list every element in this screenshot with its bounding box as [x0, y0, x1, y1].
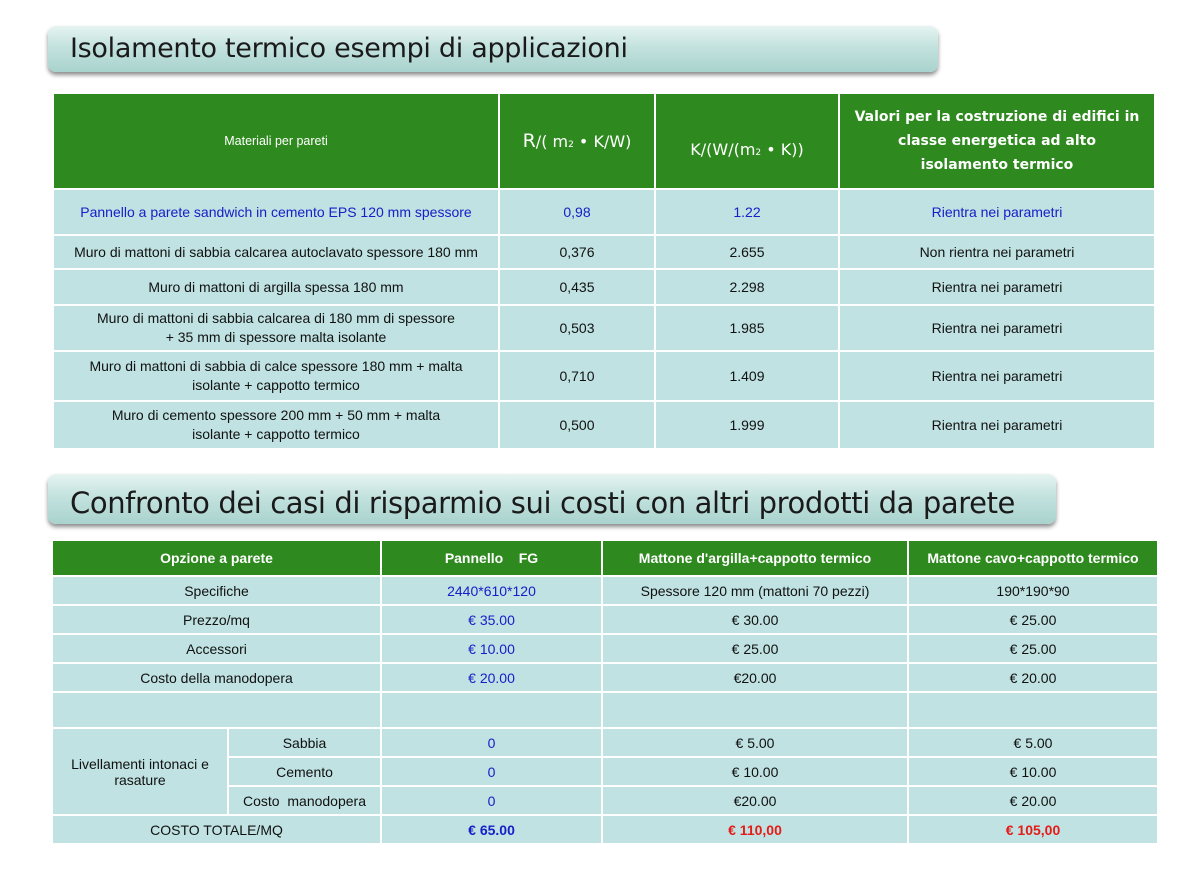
clay-cell: € 30.00: [603, 606, 907, 633]
empty-cell: [909, 693, 1157, 727]
k-symbol: K: [690, 139, 701, 159]
result-cell: Rientra nei parametri: [840, 306, 1154, 350]
panel-cell: 0: [382, 729, 601, 756]
k-cell: 1.999: [656, 402, 838, 448]
panel-cell: 0: [382, 787, 601, 814]
hollow-cell: € 20.00: [909, 787, 1157, 814]
material-line1: Muro di cemento spessore 200 mm + 50 mm + malta: [111, 407, 441, 423]
clay-cell: € 5.00: [603, 729, 907, 756]
leveling-label: Livellamenti intonaci e rasature: [53, 729, 227, 814]
row-label: Prezzo/mq: [53, 606, 380, 633]
k-cell: 2.655: [656, 236, 838, 268]
material-cell: [54, 306, 498, 350]
header-option: Opzione a parete: [53, 541, 380, 575]
result-cell: Rientra nei parametri: [840, 190, 1154, 234]
insulation-header-row: [54, 94, 1154, 188]
r-cell: 0,503: [500, 306, 654, 350]
clay-cell: €20.00: [603, 787, 907, 814]
empty-cell: [53, 693, 380, 727]
r-cell: 0,435: [500, 270, 654, 304]
section2-title-banner: [48, 474, 1056, 524]
table-row: [54, 306, 1154, 350]
clay-cell: €20.00: [603, 664, 907, 691]
table-row: [54, 352, 1154, 400]
insulation-table: [52, 92, 1156, 450]
table-row: [53, 664, 1157, 691]
clay-cell: € 10.00: [603, 758, 907, 785]
k-cell: 1.985: [656, 306, 838, 350]
row-label: Accessori: [53, 635, 380, 662]
r-unit: /( m: [535, 132, 569, 151]
total-label: COSTO TOTALE/MQ: [53, 816, 380, 843]
leveling-item-label: Cemento: [229, 758, 380, 785]
hollow-cell: 190*190*90: [909, 577, 1157, 604]
clay-cell: Spessore 120 mm (mattoni 70 pezzi): [603, 577, 907, 604]
header-hollow-brick: Mattone cavo+cappotto termico: [909, 541, 1157, 575]
header-panel: Pannello FG: [382, 541, 601, 575]
table-row: [54, 402, 1154, 448]
total-row: [53, 816, 1157, 843]
material-line2: isolante + cappotto termico: [192, 377, 360, 393]
header-r-value: [500, 94, 654, 188]
hollow-cell: € 25.00: [909, 606, 1157, 633]
panel-cell: € 10.00: [382, 635, 601, 662]
table-row: [53, 606, 1157, 633]
header-energy-class: Valori per la costruzione di edifici in classe energetica ad alto isolamento termico: [840, 94, 1154, 188]
result-cell: Non rientra nei parametri: [840, 236, 1154, 268]
table-row: [54, 270, 1154, 304]
section1-title: Isolamento termico esempi di applicazioni: [70, 33, 628, 64]
r-cell: 0,500: [500, 402, 654, 448]
hollow-total: € 105,00: [909, 816, 1157, 843]
panel-cell: € 35.00: [382, 606, 601, 633]
r-cell: 0,710: [500, 352, 654, 400]
result-cell: Rientra nei parametri: [840, 270, 1154, 304]
r-sub: 2: [568, 140, 574, 150]
table-row: [53, 577, 1157, 604]
row-label: Specifiche: [53, 577, 380, 604]
material-line1: Muro di mattoni di sabbia calcarea di 180 mm di spessore: [97, 310, 455, 326]
leveling-item-label: Costo manodopera: [229, 787, 380, 814]
table-row: [54, 190, 1154, 234]
r-rest: • K/W): [573, 132, 632, 151]
section1-title-banner: [48, 26, 938, 72]
row-label: Costo della manodopera: [53, 664, 380, 691]
hollow-cell: € 25.00: [909, 635, 1157, 662]
leveling-item-label: Sabbia: [229, 729, 380, 756]
table-row: [53, 729, 1157, 756]
material-cell: [54, 402, 498, 448]
empty-row: [53, 693, 1157, 727]
k-cell: 1.409: [656, 352, 838, 400]
material-line1: Muro di mattoni di sabbia di calce spessore 180 mm + malta: [89, 358, 463, 374]
k-rest: • K)): [761, 139, 804, 159]
k-cell: 2.298: [656, 270, 838, 304]
hollow-cell: € 5.00: [909, 729, 1157, 756]
panel-cell: € 20.00: [382, 664, 601, 691]
material-cell: [54, 352, 498, 400]
k-unit: /(W/(m: [700, 139, 756, 159]
hollow-cell: € 20.00: [909, 664, 1157, 691]
table-row: [53, 635, 1157, 662]
empty-cell: [382, 693, 601, 727]
section2-title: Confronto dei casi di risparmio sui costi con altri prodotti da parete: [70, 486, 1015, 520]
empty-cell: [603, 693, 907, 727]
material-cell: Pannello a parete sandwich in cemento EPS 120 mm spessore: [54, 190, 498, 234]
result-cell: Rientra nei parametri: [840, 402, 1154, 448]
clay-total: € 110,00: [603, 816, 907, 843]
panel-total: € 65.00: [382, 816, 601, 843]
hollow-cell: € 10.00: [909, 758, 1157, 785]
header-k-value: [656, 94, 838, 188]
k-sub: 2: [755, 147, 762, 158]
clay-cell: € 25.00: [603, 635, 907, 662]
cost-header-row: [53, 541, 1157, 575]
header-clay-brick: Mattone d'argilla+cappotto termico: [603, 541, 907, 575]
panel-cell: 0: [382, 758, 601, 785]
result-cell: Rientra nei parametri: [840, 352, 1154, 400]
cost-comparison-table: [51, 539, 1159, 845]
table-row: [54, 236, 1154, 268]
material-cell: Muro di mattoni di sabbia calcarea autoclavato spessore 180 mm: [54, 236, 498, 268]
header-materials: Materiali per pareti: [54, 94, 498, 188]
k-cell: 1.22: [656, 190, 838, 234]
material-cell: Muro di mattoni di argilla spessa 180 mm: [54, 270, 498, 304]
r-cell: 0,98: [500, 190, 654, 234]
r-symbol: R: [522, 130, 536, 152]
material-line2: isolante + cappotto termico: [192, 426, 360, 442]
material-line2: + 35 mm di spessore malta isolante: [165, 329, 387, 345]
panel-cell: 2440*610*120: [382, 577, 601, 604]
r-cell: 0,376: [500, 236, 654, 268]
